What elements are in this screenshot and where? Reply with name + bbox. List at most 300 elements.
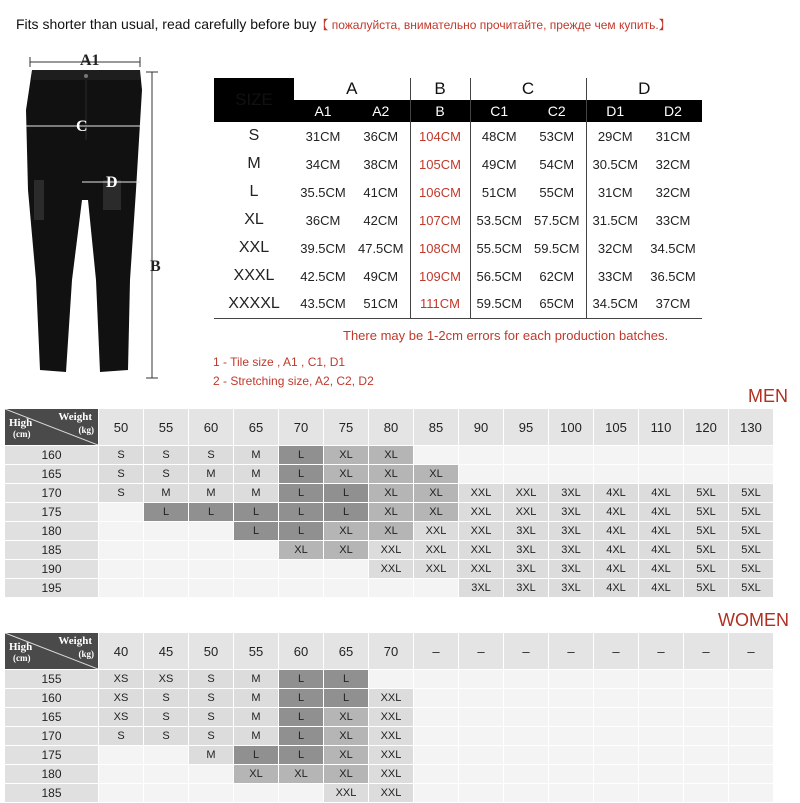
group-header-c: C: [470, 78, 586, 100]
size-grid-cell: M: [189, 465, 233, 483]
size-grid-cell: XXL: [459, 522, 503, 540]
sub-header-d1: D1: [586, 100, 644, 122]
sub-header-b: B: [410, 100, 470, 122]
weight-header: –: [504, 633, 548, 669]
size-value-cell: 111CM: [410, 290, 470, 318]
size-grid-cell: S: [189, 670, 233, 688]
size-grid-cell: [234, 541, 278, 559]
weight-header: 85: [414, 409, 458, 445]
group-header-d: D: [586, 78, 702, 100]
size-grid-cell: [99, 503, 143, 521]
size-value-cell: 48CM: [470, 122, 528, 150]
size-label: M: [247, 155, 261, 172]
size-grid-cell: [414, 765, 458, 783]
size-grid-cell: L: [189, 503, 233, 521]
size-grid-cell: L: [279, 446, 323, 464]
grid-row: [5, 670, 773, 688]
size-grid-cell: 5XL: [684, 541, 728, 559]
size-grid-cell: [639, 446, 683, 464]
size-grid-cell: 3XL: [459, 579, 503, 597]
size-grid-cell: M: [234, 484, 278, 502]
size-grid-cell: [729, 708, 773, 726]
size-grid-cell: [729, 727, 773, 745]
size-grid-cell: S: [189, 708, 233, 726]
size-grid-cell: XL: [324, 465, 368, 483]
size-grid-cell: XS: [99, 689, 143, 707]
height-header: 180: [5, 765, 98, 783]
grid-row: [5, 465, 773, 483]
size-label: XXXL: [233, 267, 275, 284]
size-grid-cell: 5XL: [729, 484, 773, 502]
size-value-cell: 49CM: [363, 268, 399, 284]
size-grid-cell: 4XL: [594, 484, 638, 502]
size-grid-cell: [549, 465, 593, 483]
sub-header-d2: D2: [644, 100, 702, 122]
size-grid-cell: [459, 784, 503, 802]
weight-header: 50: [99, 409, 143, 445]
size-value-cell: 56.5CM: [470, 262, 528, 290]
size-value-cell: 59.5CM: [470, 290, 528, 318]
cm-label: (cm): [13, 653, 31, 663]
grid-row: [5, 560, 773, 578]
size-label: L: [249, 183, 259, 200]
size-value-cell: 53.5CM: [470, 206, 528, 234]
size-grid-cell: 4XL: [639, 484, 683, 502]
size-grid-cell: 5XL: [729, 503, 773, 521]
sub-header-a1: A1: [294, 100, 352, 122]
sub-header-c1: C1: [470, 100, 528, 122]
size-grid-cell: XL: [324, 765, 368, 783]
size-grid-cell: [189, 541, 233, 559]
size-grid-cell: XL: [414, 503, 458, 521]
height-header: 160: [5, 689, 98, 707]
grid-row: [5, 446, 773, 464]
pants-illustration: [0, 50, 215, 395]
size-grid-cell: [549, 670, 593, 688]
label-c: C: [76, 118, 88, 135]
weight-header: 60: [279, 633, 323, 669]
size-grid-cell: S: [99, 465, 143, 483]
size-grid-cell: 5XL: [729, 560, 773, 578]
size-grid-cell: S: [99, 484, 143, 502]
size-value-cell: 32CM: [655, 184, 691, 200]
weight-header: 55: [234, 633, 278, 669]
size-grid-cell: 4XL: [639, 541, 683, 559]
size-grid-cell: 5XL: [729, 522, 773, 540]
grid-row: [5, 727, 773, 745]
weight-header: 65: [234, 409, 278, 445]
label-a1: A1: [80, 52, 100, 69]
size-row: [214, 150, 702, 178]
size-grid-cell: L: [279, 484, 323, 502]
size-grid-cell: [549, 727, 593, 745]
size-grid-cell: 5XL: [684, 560, 728, 578]
size-row: [214, 122, 702, 150]
size-value-cell: 43.5CM: [294, 290, 352, 318]
grid-row: [5, 746, 773, 764]
size-value-cell: 33CM: [586, 262, 644, 290]
size-grid-cell: [369, 670, 413, 688]
size-grid-cell: [189, 765, 233, 783]
height-header: 160: [5, 446, 98, 464]
size-value-cell: 42.5CM: [300, 268, 346, 284]
size-value-cell: 36CM: [363, 128, 399, 144]
size-grid-cell: 5XL: [684, 579, 728, 597]
size-grid-cell: [324, 579, 368, 597]
size-grid-cell: [729, 765, 773, 783]
grid-row: [5, 522, 773, 540]
size-grid-cell: [414, 689, 458, 707]
size-grid-cell: [594, 708, 638, 726]
high-label: High: [9, 641, 33, 653]
size-value-cell: 36CM: [305, 212, 341, 228]
size-value-cell: 54CM: [539, 156, 575, 172]
size-grid-cell: [459, 689, 503, 707]
size-grid-cell: [594, 784, 638, 802]
size-grid-cell: XXL: [369, 746, 413, 764]
size-grid-cell: [189, 560, 233, 578]
weight-header: –: [729, 633, 773, 669]
size-grid-cell: [594, 727, 638, 745]
women-size-grid: [4, 632, 774, 803]
size-grid-cell: M: [234, 727, 278, 745]
weight-header: –: [549, 633, 593, 669]
size-value-cell: 62CM: [539, 268, 575, 284]
weight-header: 100: [549, 409, 593, 445]
note-stretch-size: 2 - Stretching size, A2, C2, D2: [213, 374, 374, 388]
size-value-cell: 57.5CM: [533, 212, 580, 228]
weight-header: 90: [459, 409, 503, 445]
size-grid-cell: [189, 784, 233, 802]
note-tile-size: 1 - Tile size , A1 , C1, D1: [213, 355, 346, 369]
size-grid-cell: XXL: [369, 560, 413, 578]
size-grid-cell: [99, 560, 143, 578]
size-grid-cell: L: [324, 503, 368, 521]
size-grid-cell: [729, 670, 773, 688]
size-grid-cell: [279, 784, 323, 802]
size-label: XXXXL: [214, 290, 294, 318]
size-grid-cell: 4XL: [639, 579, 683, 597]
size-grid-cell: S: [144, 708, 188, 726]
size-grid-cell: XL: [234, 765, 278, 783]
size-grid-cell: [324, 560, 368, 578]
size-grid-cell: [639, 727, 683, 745]
size-grid-cell: [414, 708, 458, 726]
size-row: [214, 178, 702, 206]
size-value-cell: 107CM: [410, 206, 470, 234]
size-grid-cell: [459, 708, 503, 726]
size-grid-cell: [549, 446, 593, 464]
weight-header: 45: [144, 633, 188, 669]
height-header: 185: [5, 541, 98, 559]
size-value-cell: 34.5CM: [650, 240, 696, 256]
size-grid-cell: [279, 560, 323, 578]
size-grid-cell: [414, 446, 458, 464]
size-grid-cell: [459, 446, 503, 464]
sub-header-c2: C2: [528, 100, 586, 122]
size-grid-cell: [144, 579, 188, 597]
size-label: XL: [244, 211, 264, 228]
size-grid-cell: S: [144, 465, 188, 483]
size-grid-cell: 3XL: [549, 579, 593, 597]
size-grid-cell: L: [279, 746, 323, 764]
size-value-cell: 42CM: [363, 212, 399, 228]
size-grid-cell: [594, 746, 638, 764]
size-grid-cell: XL: [324, 727, 368, 745]
size-value-cell: 47.5CM: [357, 240, 404, 256]
size-grid-cell: [144, 560, 188, 578]
height-header: 170: [5, 484, 98, 502]
size-grid-cell: L: [279, 522, 323, 540]
weight-header: –: [639, 633, 683, 669]
size-grid-cell: 4XL: [594, 579, 638, 597]
size-grid-cell: [504, 465, 548, 483]
size-grid-cell: S: [189, 689, 233, 707]
size-grid-cell: [99, 784, 143, 802]
size-grid-cell: XXL: [369, 784, 413, 802]
size-grid-cell: [594, 765, 638, 783]
size-grid-cell: 5XL: [684, 484, 728, 502]
size-grid-cell: 4XL: [594, 503, 638, 521]
grid-corner-header: [5, 633, 98, 669]
size-grid-cell: [504, 670, 548, 688]
height-header: 165: [5, 708, 98, 726]
weight-header: 120: [684, 409, 728, 445]
size-value-cell: 38CM: [363, 156, 399, 172]
size-value-cell: 41CM: [363, 184, 399, 200]
height-header: 180: [5, 522, 98, 540]
size-grid-cell: [639, 784, 683, 802]
size-grid-cell: XL: [279, 541, 323, 559]
weight-header: 50: [189, 633, 233, 669]
size-row: [214, 290, 702, 318]
size-grid-cell: 5XL: [729, 579, 773, 597]
size-grid-cell: M: [189, 484, 233, 502]
size-grid-cell: [684, 784, 728, 802]
size-grid-cell: L: [279, 503, 323, 521]
size-row: [214, 262, 702, 290]
size-value-cell: 59.5CM: [533, 240, 580, 256]
size-grid-cell: M: [234, 670, 278, 688]
size-corner: SIZE: [214, 78, 294, 122]
notice-text: [16, 16, 671, 33]
size-grid-cell: [549, 708, 593, 726]
size-grid-cell: [684, 746, 728, 764]
size-grid-cell: M: [234, 689, 278, 707]
size-grid-cell: S: [189, 727, 233, 745]
size-grid-cell: [729, 465, 773, 483]
size-grid-cell: XXL: [369, 765, 413, 783]
size-grid-cell: [504, 784, 548, 802]
cm-label: (cm): [13, 429, 31, 439]
grid-row: [5, 708, 773, 726]
weight-header: 110: [639, 409, 683, 445]
size-value-cell: 30.5CM: [586, 150, 644, 178]
size-grid-cell: L: [279, 727, 323, 745]
size-grid-cell: [549, 765, 593, 783]
size-grid-cell: L: [144, 503, 188, 521]
size-grid-cell: [684, 670, 728, 688]
size-grid-cell: [99, 522, 143, 540]
size-grid-cell: [504, 746, 548, 764]
sub-header-a2: A2: [352, 100, 410, 122]
size-grid-cell: [234, 579, 278, 597]
weight-header: 105: [594, 409, 638, 445]
size-row: [214, 234, 702, 262]
weight-header: 70: [279, 409, 323, 445]
size-value-cell: 34CM: [305, 156, 341, 172]
height-header: 185: [5, 784, 98, 802]
size-grid-cell: 4XL: [639, 522, 683, 540]
size-grid-cell: XXL: [369, 727, 413, 745]
size-grid-cell: [234, 784, 278, 802]
size-value-cell: 106CM: [410, 178, 470, 206]
label-b: B: [150, 258, 161, 275]
size-grid-cell: [99, 579, 143, 597]
size-grid-cell: XXL: [459, 560, 503, 578]
size-grid-cell: XL: [369, 446, 413, 464]
size-grid-cell: 3XL: [549, 503, 593, 521]
size-grid-cell: [369, 579, 413, 597]
weight-header: 65: [324, 633, 368, 669]
size-grid-cell: [189, 522, 233, 540]
size-grid-cell: L: [324, 484, 368, 502]
size-grid-cell: [459, 465, 503, 483]
weight-header: 75: [324, 409, 368, 445]
size-grid-cell: XXL: [504, 484, 548, 502]
size-value-cell: 65CM: [528, 290, 586, 318]
size-grid-cell: S: [189, 446, 233, 464]
height-header: 175: [5, 503, 98, 521]
size-grid-cell: [144, 765, 188, 783]
size-value-cell: 31CM: [305, 128, 341, 144]
size-grid-cell: XXL: [504, 503, 548, 521]
size-grid-cell: [414, 784, 458, 802]
height-header: 190: [5, 560, 98, 578]
size-grid-cell: [549, 784, 593, 802]
size-grid-cell: 4XL: [594, 522, 638, 540]
weight-header: 55: [144, 409, 188, 445]
size-grid-cell: 4XL: [594, 560, 638, 578]
size-value-cell: 29CM: [586, 122, 644, 150]
size-value-cell: 104CM: [410, 122, 470, 150]
size-grid-cell: XL: [369, 465, 413, 483]
size-grid-cell: [189, 579, 233, 597]
size-label: XXL: [238, 239, 270, 256]
size-grid-cell: XXL: [369, 689, 413, 707]
grid-row: [5, 579, 773, 597]
height-header: 155: [5, 670, 98, 688]
size-grid-cell: M: [144, 484, 188, 502]
weight-header: –: [459, 633, 503, 669]
size-chart-table: [214, 78, 702, 319]
size-grid-cell: 4XL: [639, 560, 683, 578]
size-grid-cell: [729, 784, 773, 802]
size-grid-cell: 4XL: [639, 503, 683, 521]
size-grid-cell: 3XL: [504, 579, 548, 597]
weight-header: 60: [189, 409, 233, 445]
size-grid-cell: [504, 689, 548, 707]
size-grid-cell: S: [144, 446, 188, 464]
height-header: 195: [5, 579, 98, 597]
size-grid-cell: [639, 689, 683, 707]
height-header: 170: [5, 727, 98, 745]
kg-label: (kg): [78, 425, 94, 435]
weight-label: Weight: [58, 411, 92, 423]
size-value-cell: 32CM: [586, 234, 644, 262]
men-title: MEN: [748, 386, 788, 406]
size-grid-cell: [504, 765, 548, 783]
size-grid-cell: [414, 670, 458, 688]
size-grid-cell: [594, 670, 638, 688]
size-grid-cell: L: [279, 670, 323, 688]
size-value-cell: 51CM: [352, 290, 410, 318]
size-grid-cell: [684, 708, 728, 726]
size-grid-cell: 3XL: [549, 484, 593, 502]
size-grid-cell: XXL: [414, 522, 458, 540]
size-value-cell: 33CM: [655, 212, 691, 228]
size-grid-cell: S: [144, 689, 188, 707]
size-grid-cell: [144, 746, 188, 764]
size-grid-cell: 3XL: [504, 560, 548, 578]
size-grid-cell: L: [324, 689, 368, 707]
size-grid-cell: [414, 579, 458, 597]
size-label: S: [248, 127, 260, 144]
weight-header: 130: [729, 409, 773, 445]
grid-row: [5, 541, 773, 559]
size-grid-cell: 3XL: [504, 541, 548, 559]
size-grid-cell: XL: [279, 765, 323, 783]
grid-row: [5, 503, 773, 521]
size-value-cell: 51CM: [470, 178, 528, 206]
size-grid-cell: M: [234, 446, 278, 464]
size-grid-cell: XXL: [414, 560, 458, 578]
size-grid-cell: M: [234, 465, 278, 483]
size-value-cell: 31CM: [655, 128, 691, 144]
group-header-b: B: [410, 78, 470, 100]
size-grid-cell: [144, 784, 188, 802]
size-value-cell: 108CM: [410, 234, 470, 262]
size-grid-cell: XL: [324, 708, 368, 726]
size-grid-cell: 5XL: [684, 522, 728, 540]
weight-header: 95: [504, 409, 548, 445]
label-d: D: [106, 174, 118, 191]
size-grid-cell: XXL: [324, 784, 368, 802]
size-grid-cell: [639, 465, 683, 483]
weight-label: Weight: [58, 635, 92, 647]
size-grid-cell: XS: [99, 670, 143, 688]
size-grid-cell: [549, 689, 593, 707]
size-value-cell: 105CM: [410, 150, 470, 178]
size-grid-cell: XXL: [369, 708, 413, 726]
size-row: [214, 206, 702, 234]
size-grid-cell: [414, 746, 458, 764]
notice-ru: 【 пожалуйста, внимательно прочитайте, прежде чем купить.】: [316, 18, 671, 32]
size-grid-cell: [279, 579, 323, 597]
group-header-a: A: [346, 79, 358, 98]
size-grid-cell: [639, 746, 683, 764]
size-grid-cell: XL: [324, 446, 368, 464]
size-grid-cell: [459, 765, 503, 783]
size-grid-cell: [414, 727, 458, 745]
size-grid-cell: [504, 727, 548, 745]
weight-header: 40: [99, 633, 143, 669]
size-grid-cell: [459, 670, 503, 688]
size-grid-cell: [684, 765, 728, 783]
size-value-cell: 55CM: [539, 184, 575, 200]
grid-row: [5, 765, 773, 783]
size-grid-cell: [729, 689, 773, 707]
